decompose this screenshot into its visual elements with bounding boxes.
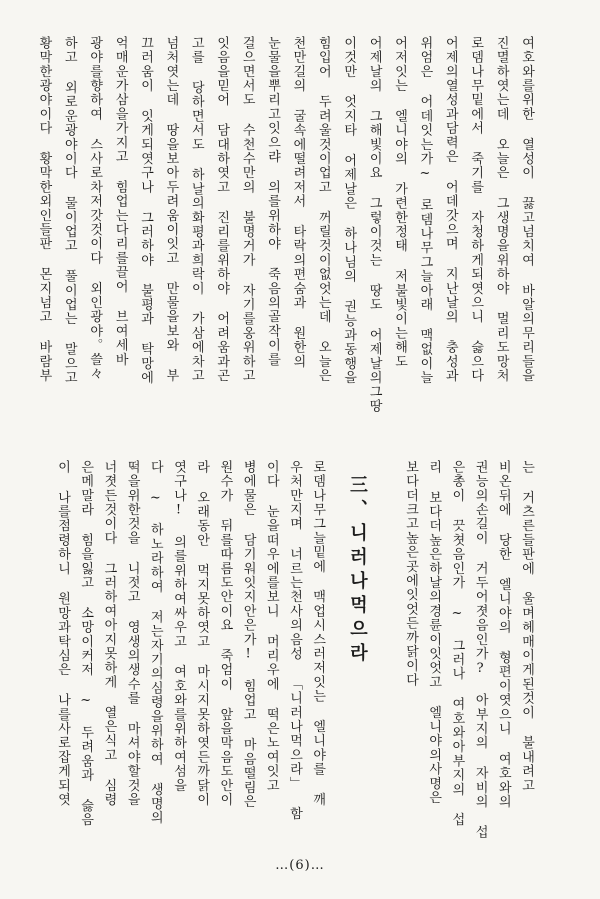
- text-column: 는 거츠른들판에 울며헤매이게된것이 불내려고: [519, 460, 534, 793]
- text-column: 우처만지며 너르는천사의음성 「니러나먹으라」 함: [287, 460, 302, 821]
- text-column: 힘입어 두려울것이업고 꺼릴것이없엇는데 오늘은: [315, 36, 331, 383]
- text-column: 넘처엿는데 땅을보아두려움이잇고 만물을보와 부: [163, 36, 179, 383]
- text-column: 엿구나! 의를위하여싸우고 여호와를위하여섬을: [171, 460, 186, 793]
- text-column: 원수가 뒤를따름도안이요 죽엄이 앞을막음도안이: [217, 460, 233, 807]
- text-column: 억매운가삼을가지고 힘업는다리를끌어 브여세바: [112, 36, 128, 367]
- text-column: 이것만 엇지타 어제날은 하나님의 권능과동행을: [341, 36, 357, 385]
- text-column: 리 보다더높은하날의경륜이잇엇고 엘니야의사명은: [426, 460, 442, 805]
- text-column: 위엄은 어데잇는가~ 로뎀나무그늘아래 맥없이늘: [417, 36, 433, 385]
- text-column: 다 ~ 하노라하여 저는자기의심령을위하여 생명의: [147, 460, 163, 825]
- text-column: 은메말라 힘을잃고 소망이커저 ~ 두려움과 슳음: [78, 460, 94, 827]
- text-column: 어저잇는 엘니야의 가련한정태 저불빛이는해도: [392, 36, 407, 369]
- text-column: 진멸하엿는데 오늘은 그생명을위하야 멀리도망처: [493, 36, 509, 383]
- text-column: 라 오래동안 먹지못하엿고 마시지못하엿든까닭이: [194, 460, 210, 807]
- text-column: 떡을위한것을 니젓고 영생의생수를 마셔야할것을: [124, 460, 140, 807]
- text-column: 고를 당하면서도 하날의화평과희락이 가삼에차고: [188, 36, 204, 383]
- text-column: 황막한광야이다 황막한외인들판 몬지넘고 바람부: [36, 36, 52, 383]
- text-column: 이다 눈을떠우에를보니 머리우에 떡은노여잇고: [263, 460, 279, 793]
- text-column: 하고 외로운광야이다 물이업고 풀이업는 말으고: [61, 36, 77, 385]
- text-column: 병에물은 담기워잇지안은가! 힘업고 마음떨림은: [240, 460, 256, 809]
- text-column: 너졋든것이다 그러하여아지못하게 열은식고 심령: [101, 460, 117, 807]
- text-column: 비온뒤에 당한 엘니야의 형편이엿으니 여호와의: [495, 460, 511, 809]
- text-column: 로뎀나무밑에서 죽기를 자청하게되엿으니 슳으다: [468, 36, 484, 383]
- text-column: 어제날의 그해빛이요 그렇이것는 땅도 어제날의그땅: [366, 36, 382, 414]
- text-column: 어제의열성과담력은 어데갓으며 지난날의 충성과: [442, 36, 458, 383]
- text-column: 천만길의 굴속에떨려저서 타락의편숨과 원한의: [290, 36, 306, 369]
- text-column: 은총이 끗쳣음인가 ~ 그러나 여호와아부지의 섭: [449, 460, 465, 827]
- text-column: 끄러움이 잇게되엿구나 그러하야 불평과 탁망에: [138, 36, 153, 385]
- text-column: 잇음을믿어 담대하엿고 진리를위하야 어려움과곤: [214, 36, 230, 383]
- text-column: 여호와를위한 열성이 끓고넘치여 바알의무리들을: [519, 36, 534, 383]
- text-column: 권능의손길이 거두어졋음인가? 아부지의 자비의 섭: [472, 460, 488, 840]
- text-column: 걸으면서도 수천수만의 불명거가 자기를옹위하고: [239, 36, 255, 383]
- text-column: 광야를향하여 스사로차저갓것이다 외인광야。쓸々: [87, 36, 103, 381]
- text-column: 로뎀나무그늘밑에 맥업시스러저잇는 엘니야를 깨: [310, 460, 326, 807]
- text-column: 눈물을뿌리고잇으랴 의를위하야 죽음의골작이를: [265, 36, 280, 367]
- page-number: …(6)…: [275, 858, 325, 873]
- text-column: 이 나를점령하니 원망과탁심은 나를사로잡게되엿: [55, 460, 70, 807]
- section-heading: 三、니러나먹으라: [347, 475, 368, 667]
- text-column: 보다더크고높은곳에잇엇든까닭이다: [403, 460, 418, 688]
